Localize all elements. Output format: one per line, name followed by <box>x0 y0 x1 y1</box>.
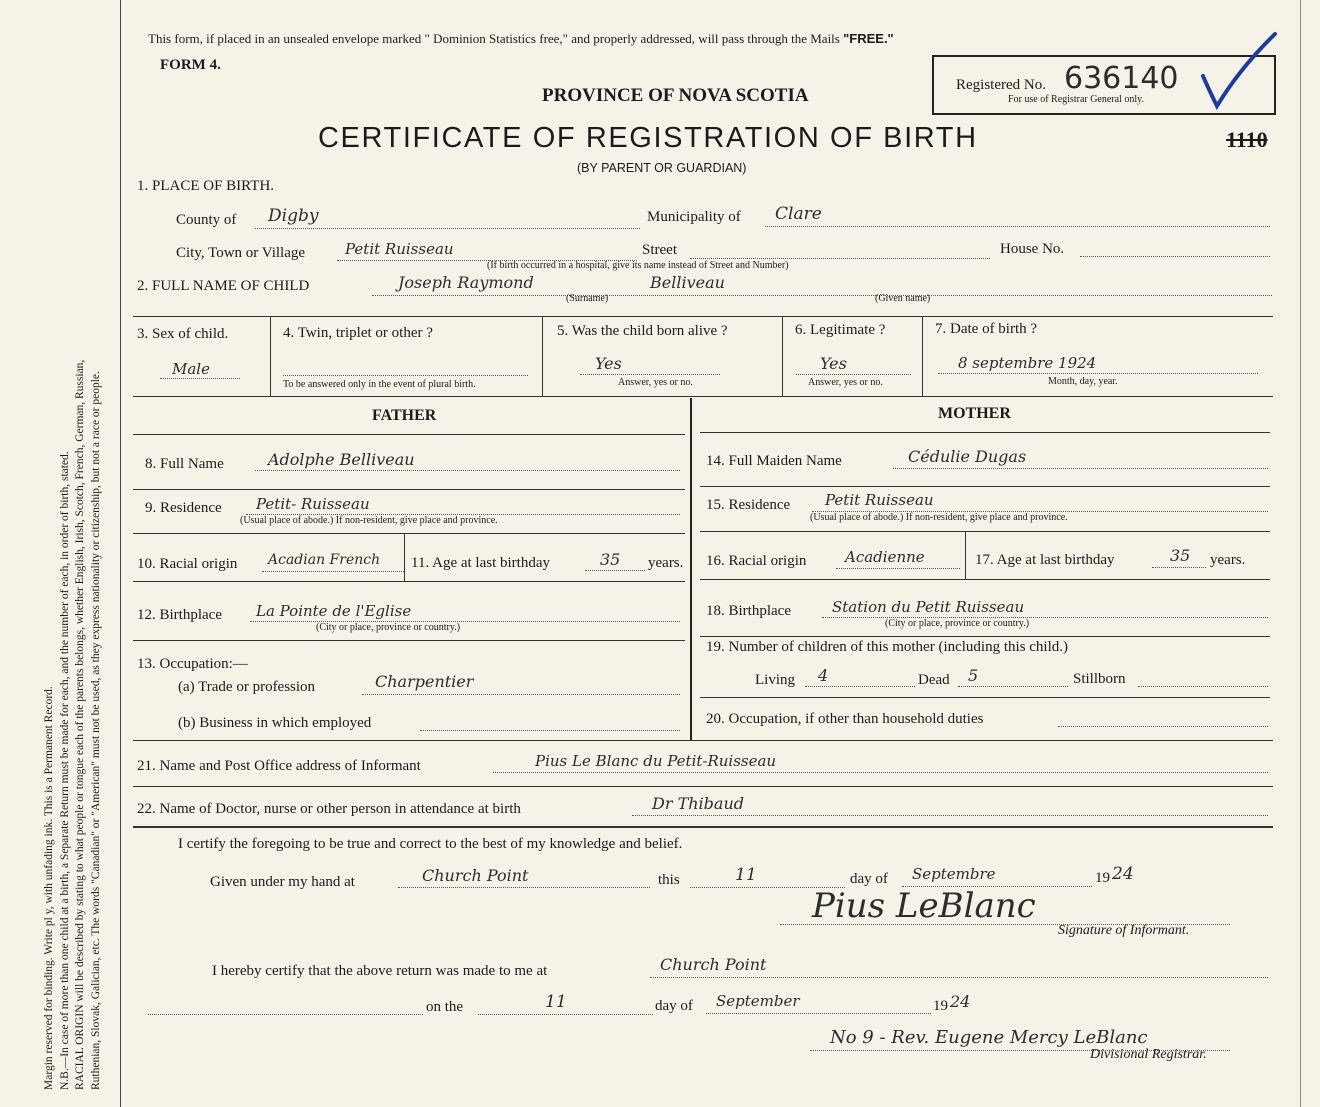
mother-residence-note: (Usual place of abode.) If non-resident, give place and province. <box>810 512 1068 523</box>
margin-instructions <box>42 70 104 1090</box>
father-age-divider <box>404 533 405 581</box>
informant-signature-caption: Signature of Informant. <box>1058 923 1190 938</box>
mother-residence-label: 15. Residence <box>706 497 791 513</box>
dob-label: 7. Date of birth ? <box>935 321 1038 337</box>
father-residence-value: Petit- Ruisseau <box>256 495 370 513</box>
registrar-place-line <box>650 977 1268 978</box>
mother-rule-3 <box>700 579 1270 580</box>
parents-divider <box>690 398 692 740</box>
registrar-signature: No 9 - Rev. Eugene Mercy LeBlanc <box>830 1027 1148 1048</box>
father-race-label: 10. Racial origin <box>137 556 238 572</box>
mother-children-label: 19. Number of children of this mother (including this child.) <box>706 639 1069 655</box>
child-given-value: Joseph Raymond <box>398 273 534 292</box>
doctor-bottom-rule <box>133 826 1273 828</box>
row3-divider-1 <box>270 316 271 396</box>
child-name-label: 2. FULL NAME OF CHILD <box>137 278 310 294</box>
doctor-line <box>632 815 1268 816</box>
sex-label: 3. Sex of child. <box>137 326 229 342</box>
mother-rule-5 <box>700 697 1270 698</box>
registrar-statement: I hereby certify that the above return was made to me at <box>212 963 548 979</box>
mother-age-divider <box>965 531 966 579</box>
given-month: Septembre <box>912 865 996 883</box>
alive-value: Yes <box>595 354 622 373</box>
informant-line <box>493 772 1268 773</box>
legitimate-note: Answer, yes or no. <box>808 377 883 388</box>
mother-name-line <box>893 468 1268 469</box>
registrar-month: September <box>716 992 800 1010</box>
father-trade-label: (a) Trade or profession <box>178 679 316 695</box>
informant-label: 21. Name and Post Office address of Informant <box>137 758 421 774</box>
sex-line <box>160 378 240 379</box>
registrar-day-line <box>478 1014 653 1015</box>
mother-living-line <box>805 686 915 687</box>
given-caption: (Given name) <box>875 293 931 304</box>
given-day: 11 <box>735 865 757 885</box>
row3-top-rule <box>133 316 1273 317</box>
mother-age-label: 17. Age at last birthday <box>975 552 1115 568</box>
municipality-line <box>765 226 1270 227</box>
place-heading: 1. PLACE OF BIRTH. <box>137 178 275 194</box>
mother-birthplace-label: 18. Birthplace <box>706 603 791 619</box>
mailing-notice-free: "FREE." <box>843 31 894 46</box>
father-heading-rule <box>133 434 685 435</box>
checkmark-icon <box>1195 28 1285 128</box>
father-age-value: 35 <box>600 550 621 569</box>
hospital-note: (If birth occurred in a hospital, give its name instead of Street and Number) <box>487 260 789 271</box>
mother-race-line <box>836 568 960 569</box>
father-residence-note: (Usual place of abode.) If non-resident, give place and province. <box>240 515 498 526</box>
father-name-value: Adolphe Belliveau <box>268 450 415 469</box>
father-birthplace-value: La Pointe de l'Eglise <box>256 602 412 620</box>
registrar-place: Church Point <box>660 955 767 974</box>
mother-age-line <box>1152 567 1206 568</box>
certify-statement: I certify the foregoing to be true and correct to the best of my knowledge and belief. <box>178 836 683 852</box>
mother-rule-4 <box>700 636 1270 637</box>
twin-note: To be answered only in the event of plural birth. <box>283 379 476 390</box>
father-residence-label: 9. Residence <box>145 500 222 516</box>
father-birthplace-note: (City or place, province or country.) <box>316 622 461 633</box>
form-number: FORM 4. <box>160 57 221 73</box>
father-occupation-label: 13. Occupation:— <box>137 656 248 672</box>
margin-line-1: Margin reserved for binding. Write pl y, with unfading ink. This is a Permanent Record. <box>43 686 55 1090</box>
province-title: PROVINCE OF NOVA SCOTIA <box>542 85 809 106</box>
row3-divider-3 <box>782 316 783 396</box>
father-birthplace-line <box>250 621 680 622</box>
county-label: County of <box>176 212 237 228</box>
legitimate-line <box>796 374 911 375</box>
father-years: years. <box>648 555 684 571</box>
this-label: this <box>658 872 680 888</box>
father-age-line <box>585 570 645 571</box>
father-race-line <box>262 571 404 572</box>
street-label: Street <box>642 242 677 258</box>
twin-label: 4. Twin, triplet or other ? <box>283 325 433 341</box>
mother-race-value: Acadienne <box>845 548 925 566</box>
mother-heading-rule <box>700 432 1270 433</box>
municipality-label: Municipality of <box>647 209 741 225</box>
registrar-on-label: on the <box>426 999 464 1015</box>
doctor-value: Dr Thibaud <box>652 794 744 813</box>
margin-line-4: Ruthenian, Slovak, Galician, etc. The words "Canadian" or "American" must not be used, as they express nationality or citizenship, but not a race or people. <box>89 371 102 1090</box>
mother-occupation-line <box>1058 726 1268 727</box>
registrar-caption: Divisional Registrar. <box>1090 1047 1207 1062</box>
given-place: Church Point <box>422 866 529 885</box>
informant-top-rule <box>133 740 1273 741</box>
father-business-label: (b) Business in which employed <box>178 715 372 731</box>
city-label: City, Town or Village <box>176 245 306 261</box>
twin-line <box>283 375 528 376</box>
registration-label: Registered No. <box>956 77 1046 93</box>
registration-number: 636140 <box>1064 61 1179 96</box>
mother-name-value: Cédulie Dugas <box>908 447 1027 466</box>
county-value: Digby <box>268 206 319 226</box>
mother-heading: MOTHER <box>938 405 1011 422</box>
certificate-subtitle: (BY PARENT OR GUARDIAN) <box>577 161 747 175</box>
father-business-line <box>420 730 680 731</box>
row3-divider-4 <box>922 316 923 396</box>
mother-birthplace-note: (City or place, province or country.) <box>885 618 1030 629</box>
mother-birthplace-value: Station du Petit Ruisseau <box>832 598 1025 616</box>
registrar-month-line <box>706 1013 931 1014</box>
father-heading: FATHER <box>372 407 437 424</box>
certificate-title: CERTIFICATE OF REGISTRATION OF BIRTH <box>318 122 978 154</box>
row3-divider-2 <box>542 316 543 396</box>
struck-number-text: 1110 <box>1226 127 1268 152</box>
county-line <box>255 228 640 229</box>
mother-race-label: 16. Racial origin <box>706 553 807 569</box>
father-rule-3 <box>133 581 685 582</box>
given-label: Given under my hand at <box>210 874 355 890</box>
father-trade-line <box>362 694 680 695</box>
registrar-year: 24 <box>950 992 971 1011</box>
alive-label: 5. Was the child born alive ? <box>557 323 728 339</box>
municipality-value: Clare <box>775 204 822 224</box>
father-name-line <box>255 470 680 471</box>
mother-stillborn-line <box>1138 686 1268 687</box>
dob-line <box>938 373 1258 374</box>
informant-bottom-rule <box>133 786 1273 787</box>
mother-rule-2 <box>700 531 1270 532</box>
registrar-day: 11 <box>545 992 567 1012</box>
father-trade-value: Charpentier <box>375 672 474 691</box>
mother-occupation-label: 20. Occupation, if other than household duties <box>706 711 984 727</box>
father-rule-4 <box>133 640 685 641</box>
given-place-line <box>398 887 650 888</box>
registration-note: For use of Registrar General only. <box>1008 94 1144 105</box>
mother-rule-1 <box>700 486 1270 487</box>
father-age-label: 11. Age at last birthday <box>411 555 550 571</box>
legitimate-label: 6. Legitimate ? <box>795 322 886 338</box>
child-name-line <box>372 295 1272 296</box>
father-rule-1 <box>133 489 685 490</box>
mother-stillborn-label: Stillborn <box>1073 671 1126 687</box>
registrar-year-prefix: 19 <box>933 998 948 1014</box>
given-year-prefix: 19 <box>1095 870 1110 886</box>
mother-name-label: 14. Full Maiden Name <box>706 453 842 469</box>
surname-caption: (Surname) <box>566 293 609 304</box>
registrar-dayof-label: day of <box>655 998 693 1014</box>
house-label: House No. <box>1000 241 1065 257</box>
alive-line <box>580 374 720 375</box>
city-value: Petit Ruisseau <box>345 240 454 258</box>
informant-value: Pius Le Blanc du Petit-Ruisseau <box>535 752 777 770</box>
mother-living-value: 4 <box>818 666 829 685</box>
margin-line-2: N.B.—In case of more than one child at a birth, a Separate Return must be made for each, and the number of each, in order of birth, stated. <box>58 451 71 1090</box>
father-birthplace-label: 12. Birthplace <box>137 607 222 623</box>
dob-note: Month, day, year. <box>1048 376 1118 387</box>
registrar-lead-line <box>148 1014 423 1015</box>
mother-residence-value: Petit Ruisseau <box>825 491 934 509</box>
given-year: 24 <box>1112 864 1134 884</box>
right-edge <box>1300 0 1301 1107</box>
given-dayof-label: day of <box>850 871 888 887</box>
street-line <box>690 258 990 259</box>
struck-number <box>1226 127 1268 153</box>
alive-note: Answer, yes or no. <box>618 377 693 388</box>
child-surname-value: Belliveau <box>650 273 725 292</box>
mother-dead-line <box>958 686 1068 687</box>
mother-living-label: Living <box>755 672 795 688</box>
dob-value: 8 septembre 1924 <box>958 354 1097 372</box>
father-rule-2 <box>133 533 685 534</box>
doctor-label: 22. Name of Doctor, nurse or other person in attendance at birth <box>137 801 521 817</box>
father-name-label: 8. Full Name <box>145 456 224 472</box>
legitimate-value: Yes <box>820 354 847 373</box>
mother-age-value: 35 <box>1170 546 1191 565</box>
informant-signature: Pius LeBlanc <box>812 886 1036 926</box>
mailing-notice <box>148 31 894 47</box>
margin-line-3: RACIAL ORIGIN will be described by stating to what people or tongue each of the parents belongs, whether English, Irish, Scotch, French, German, Russian, <box>74 359 86 1090</box>
row3-bottom-rule <box>133 396 1273 397</box>
mother-years: years. <box>1210 552 1246 568</box>
sex-value: Male <box>172 360 210 378</box>
mother-dead-value: 5 <box>968 666 979 685</box>
father-race-value: Acadian French <box>268 552 381 568</box>
mailing-notice-text: This form, if placed in an unsealed envelope marked " Dominion Statistics free," and properly addressed, will pass through the Mails <box>148 31 840 46</box>
house-line <box>1080 256 1270 257</box>
margin-rule <box>120 0 121 1107</box>
mother-dead-label: Dead <box>918 672 950 688</box>
